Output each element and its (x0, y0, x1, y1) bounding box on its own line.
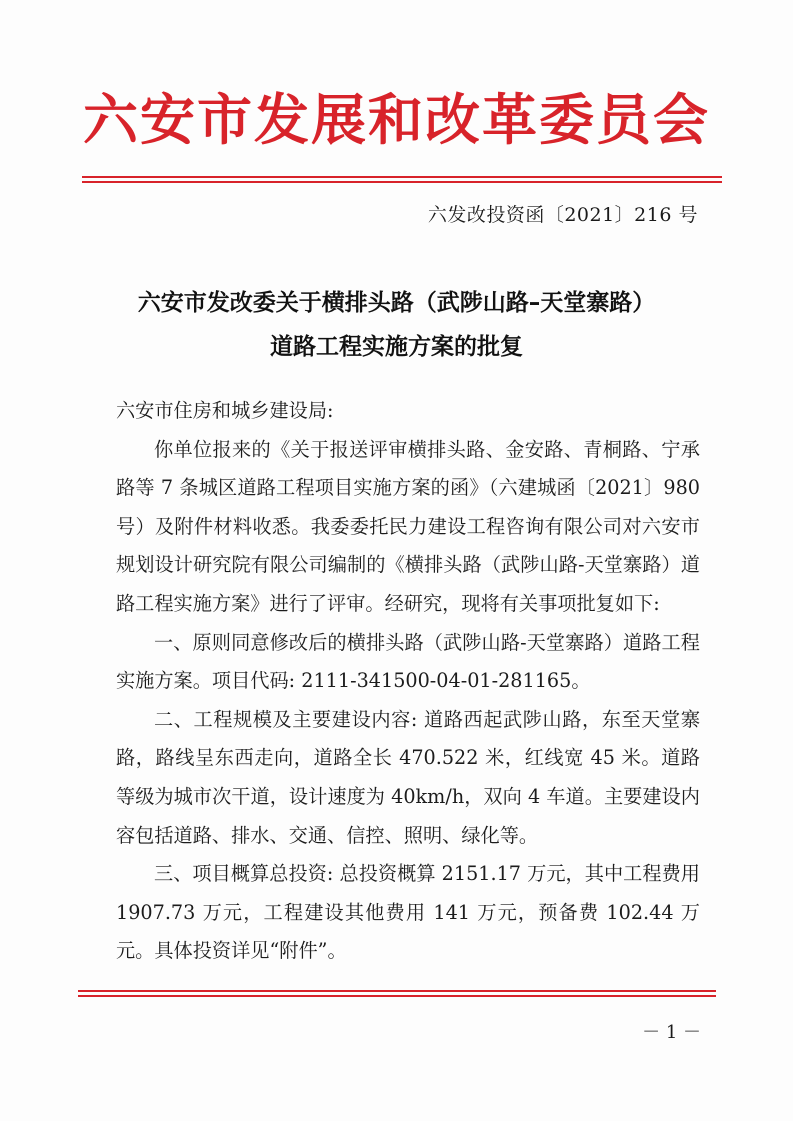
footer-red-rule-bottom (78, 995, 716, 997)
page-number: － 1 － (642, 1022, 701, 1043)
body-paragraph-item-2: 二、工程规模及主要建设内容: 道路西起武陟山路，东至天堂寨路，路线呈东西走向，道路全长 470.522 米，红线宽 45 米。道路等级为城市次干道，设计速度为 40km/h，双向 4 车道。主要建设内容包括道路、排水、交通、信控、照明、绿化等。 (116, 707, 700, 847)
body-paragraph-item-3: 三、项目概算总投资: 总投资概算 2151.17 万元，其中工程费用 1907.73 万元，工程建设其他费用 141 万元，预备费 102.44 万元。具体投资详见“附件”。 (116, 862, 700, 963)
document-title (0, 281, 793, 369)
salutation: 六安市住房和城乡建设局: (116, 399, 334, 422)
letterhead-org-name: 六安市发展和改革委员会 (82, 87, 710, 152)
document-body (116, 392, 700, 971)
letterhead-red-rule-bottom (82, 181, 722, 183)
title-line-2: 道路工程实施方案的批复 (270, 334, 523, 360)
footer-red-rule-top (78, 990, 716, 992)
document-number: 六发改投资函〔2021〕216 号 (427, 204, 698, 226)
title-line-1: 六安市发改委关于横排头路（武陟山路–天堂寨路） (137, 290, 656, 316)
body-paragraph-item-1: 一、原则同意修改后的横排头路（武陟山路-天堂寨路）道路工程实施方案。项目代码: 2111-341500-04-01-281165。 (116, 630, 700, 693)
body-paragraph-intro: 你单位报来的《关于报送评审横排头路、金安路、青桐路、宁承路等 7 条城区道路工程项目实施方案的函》（六建城函〔2021〕980 号）及附件材料收悉。我委委托民力建设工程咨询有限公司对六安市规划设计研究院有限公司编制的《横排头路（武陟山路-天堂寨路）道路工程实施方案》进行了评审。经研究，现将有关事项批复如下: (116, 437, 700, 615)
letterhead-red-rule-top (82, 176, 722, 178)
